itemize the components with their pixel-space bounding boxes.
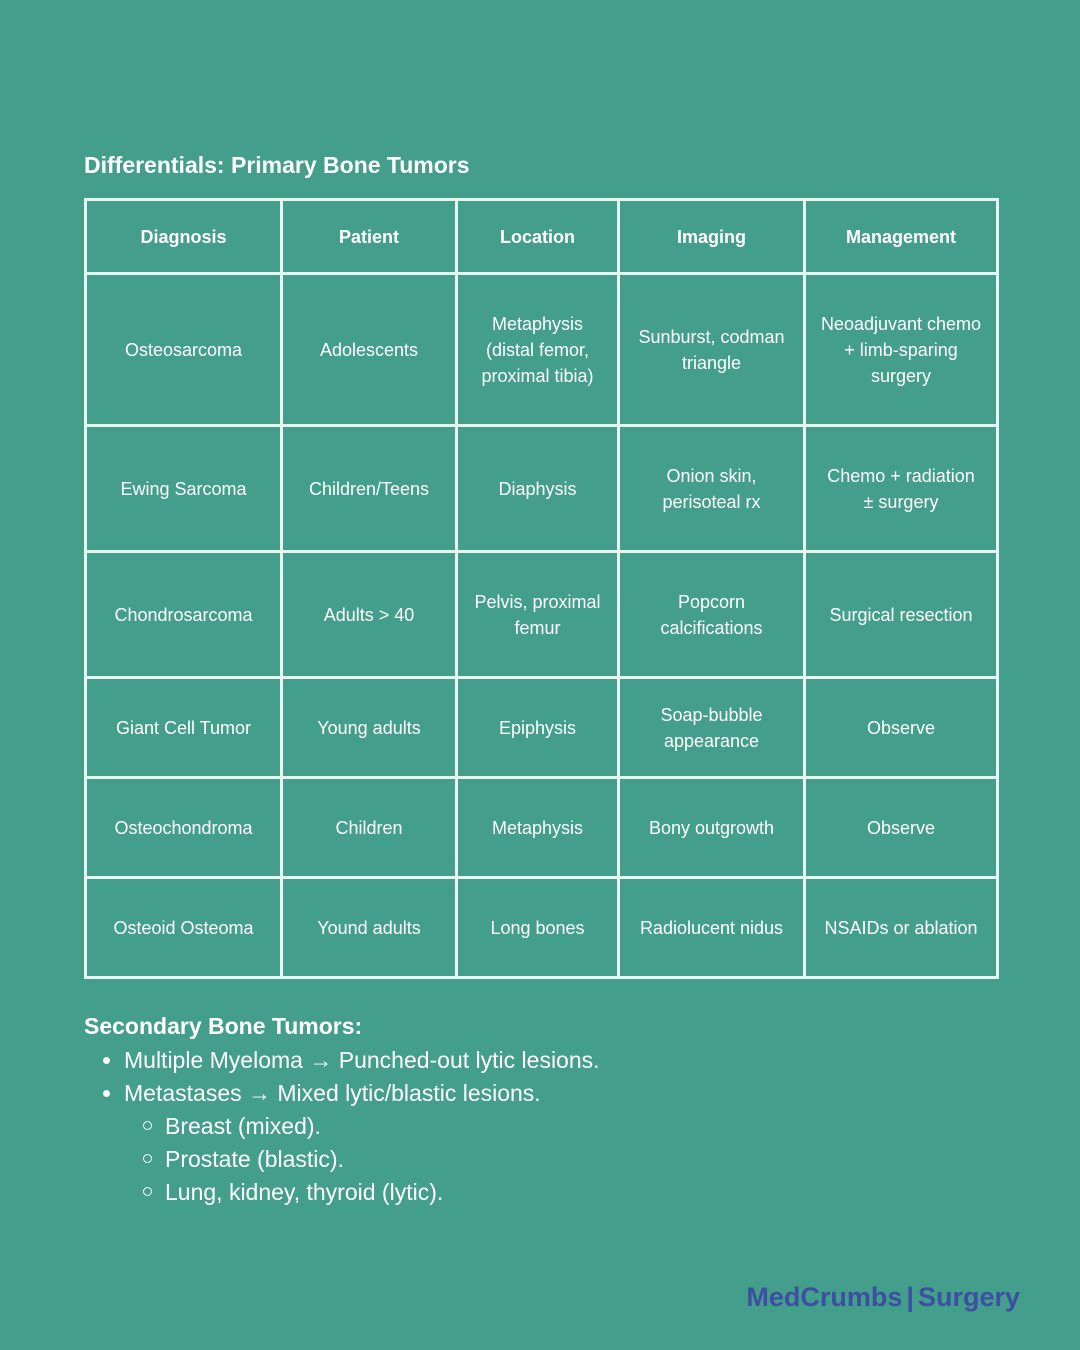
diagnosis-cell: Osteosarcoma [86,274,282,426]
metastases-sublist [124,1110,984,1209]
diagnosis-cell: Giant Cell Tumor [86,678,282,778]
column-header: Patient [282,200,457,274]
patient-cell: Young adults [282,678,457,778]
column-header: Management [805,200,998,274]
imaging-cell: Soap-bubble appearance [619,678,805,778]
sub-list-item: Prostate (blastic). [124,1143,984,1176]
column-header: Diagnosis [86,200,282,274]
sub-list-item: Breast (mixed). [124,1110,984,1143]
location-cell: Epiphysis [457,678,619,778]
location-cell: Metaphysis (distal femor, proximal tibia) [457,274,619,426]
management-cell: Chemo + radiation ± surgery [805,426,998,552]
management-cell: Surgical resection [805,552,998,678]
imaging-cell: Popcorn calcifications [619,552,805,678]
location-cell: Metaphysis [457,778,619,878]
secondary-list [84,1044,984,1209]
column-header: Imaging [619,200,805,274]
location-cell: Pelvis, proximal femur [457,552,619,678]
location-cell: Diaphysis [457,426,619,552]
list-item [84,1077,984,1209]
management-cell: Observe [805,678,998,778]
table-row [86,274,998,426]
imaging-cell: Onion skin, perisoteal rx [619,426,805,552]
table-row [86,778,998,878]
management-cell: Observe [805,778,998,878]
management-cell: NSAIDs or ablation [805,878,998,978]
brand-separator: | [906,1282,914,1312]
patient-cell: Adolescents [282,274,457,426]
diagnosis-cell: Ewing Sarcoma [86,426,282,552]
column-header: Location [457,200,619,274]
location-cell: Long bones [457,878,619,978]
imaging-cell: Sunburst, codman triangle [619,274,805,426]
secondary-heading: Secondary Bone Tumors: [84,1013,363,1039]
page-title: Differentials: Primary Bone Tumors [84,152,470,178]
sub-list-item: Lung, kidney, thyroid (lytic). [124,1176,984,1209]
table-row [86,552,998,678]
imaging-cell: Radiolucent nidus [619,878,805,978]
list-item-text: Metastases → Mixed lytic/blastic lesions. [124,1080,541,1106]
diagnosis-cell: Osteochondroma [86,778,282,878]
management-cell: Neoadjuvant chemo + limb-sparing surgery [805,274,998,426]
imaging-cell: Bony outgrowth [619,778,805,878]
table-header-row [86,200,998,274]
diagnosis-cell: Osteoid Osteoma [86,878,282,978]
diagnosis-cell: Chondrosarcoma [86,552,282,678]
bone-tumor-table [84,198,999,979]
brand-logo [746,1282,1020,1313]
list-item: Multiple Myeloma → Punched-out lytic lesions. [84,1044,984,1077]
patient-cell: Children/Teens [282,426,457,552]
brand-name: MedCrumbs [746,1282,903,1312]
table-row [86,678,998,778]
patient-cell: Children [282,778,457,878]
brand-section: Surgery [917,1282,1020,1312]
secondary-tumors-section [84,1010,984,1209]
table-row [86,426,998,552]
patient-cell: Adults > 40 [282,552,457,678]
patient-cell: Yound adults [282,878,457,978]
table-row [86,878,998,978]
